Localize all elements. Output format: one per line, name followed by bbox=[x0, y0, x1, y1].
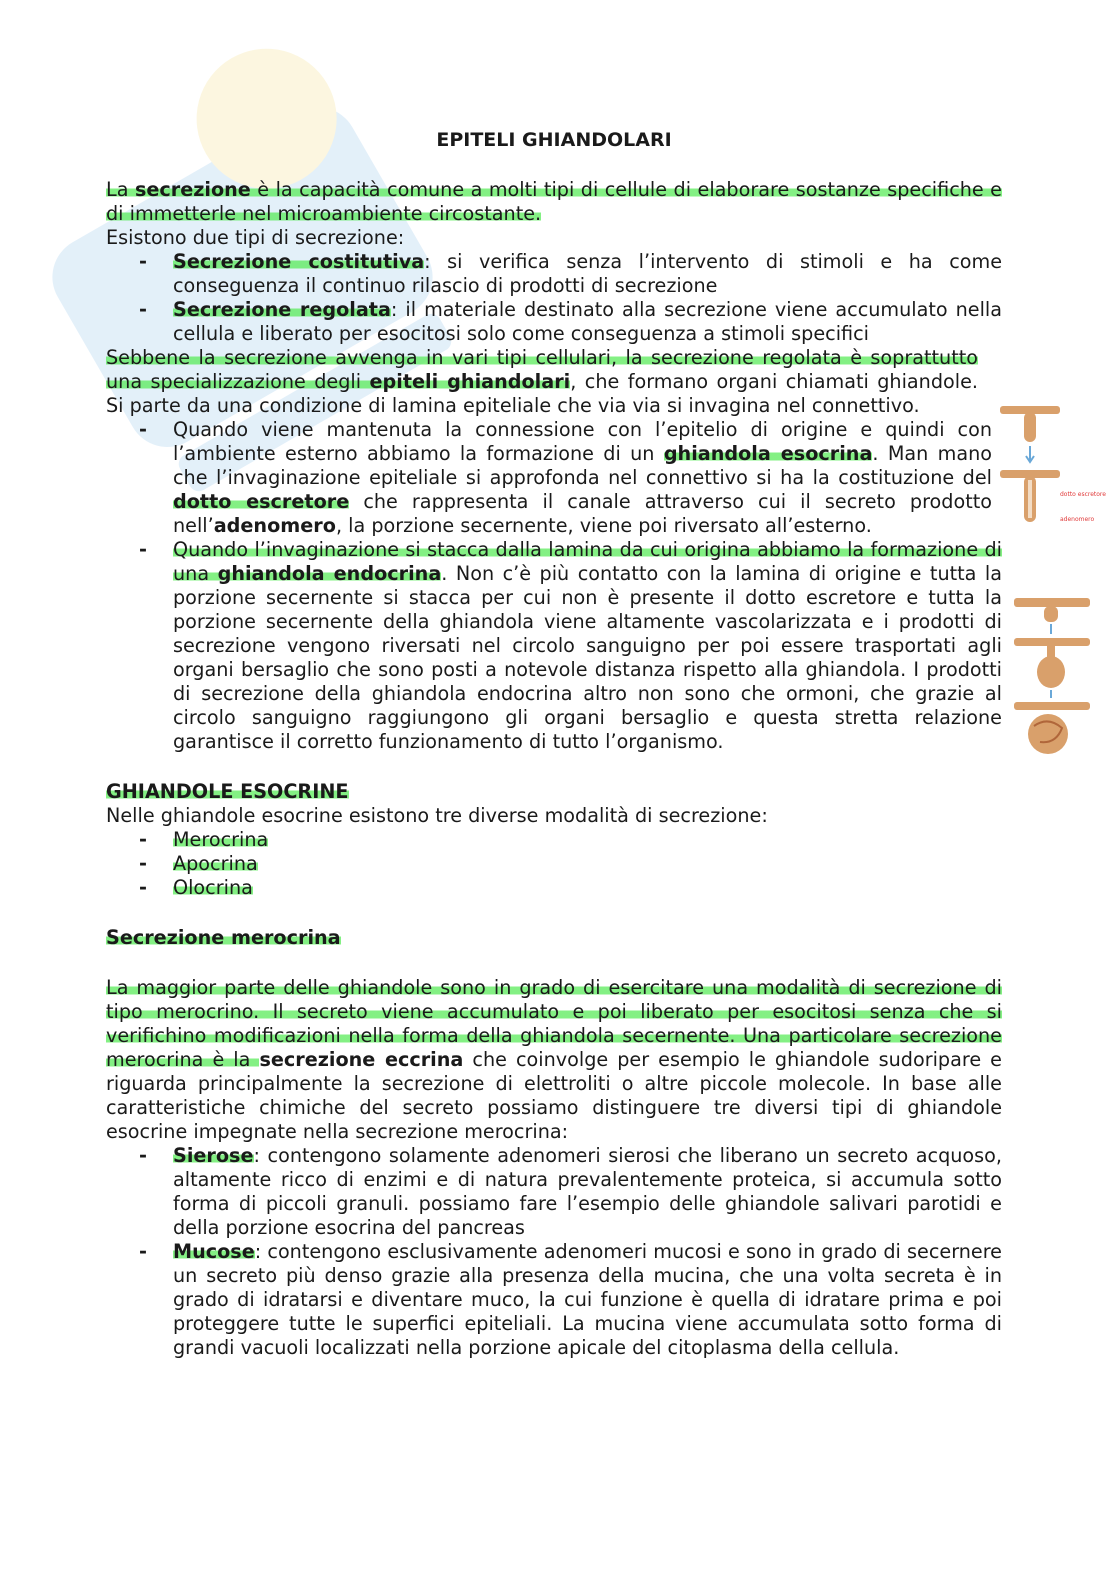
list-item bbox=[106, 828, 1002, 852]
text: Quando l’invaginazione si stacca dalla lamina da cui origina abbiamo la formazione di una bbox=[173, 538, 1002, 585]
term: dotto escretore bbox=[173, 490, 350, 513]
adenomere-label: adenomero bbox=[1060, 516, 1095, 523]
exocrine-intro: Nelle ghiandole esocrine esistono tre diverse modalità di secrezione: bbox=[106, 804, 768, 827]
heading-text: GHIANDOLE ESOCRINE bbox=[106, 780, 349, 803]
heading-text: Secrezione merocrina bbox=[106, 926, 341, 949]
term: ghiandola esocrina bbox=[663, 442, 873, 465]
mode: Olocrina bbox=[173, 876, 253, 899]
epiteli-term: epiteli ghiandolari bbox=[369, 370, 571, 393]
text: Quando viene mantenuta la connessione con l’epitelio di origine e quindi con l’ambiente esterno abbiamo la formazione di un bbox=[173, 418, 992, 465]
exocrine-modes-list bbox=[106, 828, 1002, 900]
gland-types-list bbox=[106, 418, 1002, 754]
exocrine-heading bbox=[106, 780, 1002, 804]
intro-text-c: è la capacità comune a molti tipi di cellule di elaborare sostanze specifiche e di immetterle nel microambiente circostante. bbox=[106, 178, 1002, 225]
exocrine-gland-figure bbox=[998, 402, 1062, 534]
text: . Man mano che l’invaginazione epiteliale si approfonda nel connettivo si ha la costituzione del bbox=[173, 442, 993, 489]
text: . Non c’è più contatto con la lamina di origine e tutta la porzione secernente si stacca per cui non è presente il dotto escretore e tutta la porzione secernente della ghiandola viene altamente vascolarizzata e i prodotti di secrezione vengono riversati nel circolo sanguigno per poi essere trasportati agli organi bersaglio che sono posti a notevole distanza rispetto alla ghiandola. I prodotti di secrezione della ghiandola endocrina altro non sono che ormoni, che grazie al circolo sanguigno raggiungono gli organi bersaglio e questa stretta relazione garantisce il corretto funzionamento di tutto l’organismo. bbox=[173, 562, 1002, 753]
term: Secrezione costitutiva bbox=[173, 250, 425, 273]
term: secrezione eccrina bbox=[259, 1048, 464, 1071]
merocrine-heading bbox=[106, 926, 1002, 950]
mode: Apocrina bbox=[173, 852, 258, 875]
list-item-endocrine bbox=[106, 538, 1002, 754]
definition: : contengono esclusivamente adenomeri mucosi e sono in grado di secernere un secreto più denso grazie alla presenza della mucina, che una volta secreta è in grado di idratarsi e diventare muco, la cui funzione è quella di idratare prima e poi proteggere tutte le superfici epiteliali. La mucina viene accumulata sotto forma di grandi vacuoli localizzati nella porzione apicale del citoplasma della cellula. bbox=[173, 1240, 1002, 1359]
list-item bbox=[106, 876, 1002, 900]
text: Sebbene la secrezione avvenga in vari tipi cellulari, la secrezione regolata è soprattutto una specializzazione degli bbox=[106, 346, 978, 393]
term: Secrezione regolata bbox=[173, 298, 391, 321]
text: che rappresenta il canale attraverso cui il secreto prodotto nell’ bbox=[173, 490, 992, 537]
mode: Merocrina bbox=[173, 828, 269, 851]
specialization-paragraph bbox=[106, 346, 978, 418]
list-item-exocrine bbox=[106, 418, 992, 538]
list-item bbox=[106, 1144, 1002, 1240]
intro-paragraph bbox=[106, 178, 1002, 226]
term: ghiandola endocrina bbox=[217, 562, 442, 585]
list-item bbox=[106, 250, 1002, 298]
intro-text-a: La bbox=[106, 178, 135, 201]
text: La maggior parte delle ghiandole sono in grado di esercitare una modalità di secrezione di tipo merocrino. Il secreto viene accumulato e poi liberato per esocitosi senza che si verifichino modificazioni nella forma della ghiandola secernente. Una particolare secrezione merocrina è la bbox=[106, 976, 1002, 1071]
merocrine-types-list bbox=[106, 1144, 1002, 1360]
secretion-types-intro: Esistono due tipi di secrezione: bbox=[106, 226, 405, 249]
list-item bbox=[106, 298, 1002, 346]
text: , che formano organi chiamati ghiandole. Si parte da una condizione di lamina epiteliale che via via si invagina nel connettivo. bbox=[106, 370, 978, 417]
definition: : il materiale destinato alla secrezione viene accumulato nella cellula e liberato per esocitosi solo come conseguenza a stimoli specifici bbox=[173, 298, 1003, 345]
text: che coinvolge per esempio le ghiandole sudoripare e riguarda principalmente la secrezione di elettroliti o altre piccole molecole. In base alle caratteristiche chimiche del secreto possiamo distinguere tre diversi tipi di ghiandole esocrine impegnate nella secrezione merocrina: bbox=[106, 1048, 1002, 1143]
secrezione-term: secrezione bbox=[134, 178, 251, 201]
document-page bbox=[106, 128, 1002, 1360]
endocrine-gland-figure bbox=[1012, 594, 1092, 758]
merocrine-paragraph bbox=[106, 976, 1002, 1144]
term: Sierose bbox=[173, 1144, 254, 1167]
list-item bbox=[106, 852, 1002, 876]
term: adenomero bbox=[213, 514, 336, 537]
list-item bbox=[106, 1240, 1002, 1360]
secretion-types-list bbox=[106, 250, 1002, 346]
page-title: EPITELI GHIANDOLARI bbox=[436, 129, 672, 151]
text: , la porzione secernente, viene poi riversato all’esterno. bbox=[335, 514, 872, 537]
term: Mucose bbox=[173, 1240, 255, 1263]
duct-label: dotto escretore bbox=[1060, 491, 1106, 498]
definition: : si verifica senza l’intervento di stimoli e ha come conseguenza il continuo rilascio di prodotti di secrezione bbox=[173, 250, 1002, 297]
definition: : contengono solamente adenomeri sierosi che liberano un secreto acquoso, altamente ricco di enzimi e di natura prevalentemente proteica, si accumula sotto forma di piccoli granuli. possiamo fare l’esempio delle ghiandole salivari parotidi e della porzione esocrina del pancreas bbox=[173, 1144, 1002, 1239]
